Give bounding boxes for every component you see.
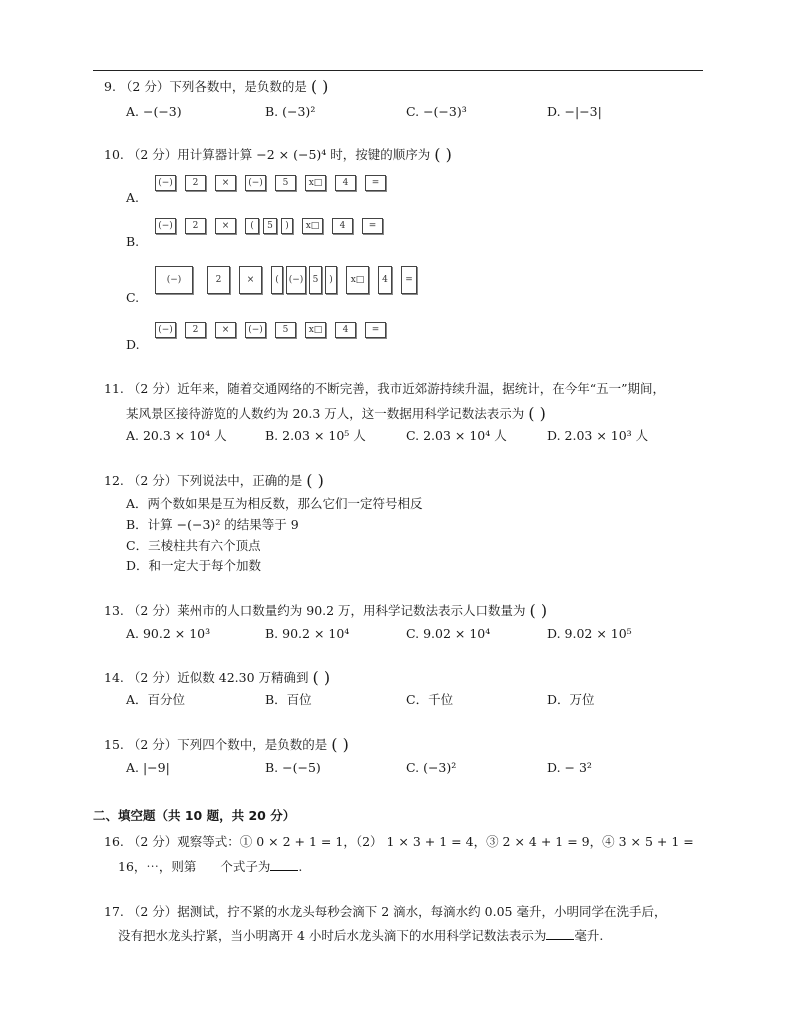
q10-label-b: B. — [126, 234, 140, 249]
q16-text-a: 16，⋯，则第 — [118, 859, 197, 874]
q13-option-c: C. 9.02 × 10⁴ — [406, 626, 491, 641]
calc-key: 4 — [335, 175, 356, 191]
calc-key: x□ — [305, 175, 326, 191]
q11-option-d: D. 2.03 × 10³ 人 — [547, 428, 649, 443]
q13-option-a: A. 90.2 × 10³ — [126, 626, 211, 641]
calc-key: 2 — [185, 322, 206, 338]
calc-key: x□ — [346, 266, 369, 294]
q10-label-c: C. — [126, 290, 140, 305]
calc-key: (−) — [155, 175, 176, 191]
question-15-stem — [104, 736, 349, 753]
question-10-text: 10. （2 分）用计算器计算 −2 × (−5)⁴ 时，按键的顺序为 — [104, 147, 431, 162]
calc-key: (−) — [155, 322, 176, 338]
question-9-text: 9. （2 分）下列各数中，是负数的是 — [104, 79, 307, 94]
section-title: 二、填空题（共 10 题，共 20 分） — [93, 808, 296, 823]
answer-paren: ( ) — [331, 735, 349, 754]
q14-option-c: C．千位 — [406, 692, 454, 707]
calc-key: = — [365, 175, 386, 191]
calc-key: × — [215, 218, 236, 234]
question-11-stem-line2 — [126, 405, 546, 422]
calc-key: ) — [325, 266, 337, 294]
calc-key: 2 — [185, 218, 206, 234]
calc-key: × — [215, 322, 236, 338]
calc-key: (−) — [286, 266, 306, 294]
q10-keys-b — [155, 218, 392, 234]
q11-option-c: C. 2.03 × 10⁴ 人 — [406, 428, 507, 443]
calc-key: × — [239, 266, 262, 294]
q15-option-b: B. −(−5) — [265, 760, 321, 775]
calc-key: = — [401, 266, 417, 294]
q10-keys-c — [155, 266, 426, 294]
answer-paren: ( ) — [434, 145, 452, 164]
q9-option-c: C. −(−3)³ — [406, 104, 467, 119]
calc-key: ( — [271, 266, 283, 294]
question-14-stem — [104, 669, 330, 686]
q14-option-d: D．万位 — [547, 692, 595, 707]
q16-text-c: . — [298, 859, 303, 874]
calc-key: 2 — [185, 175, 206, 191]
q16-text-b: 个式子为 — [220, 859, 271, 874]
q12-option-c: C．三棱柱共有六个顶点 — [126, 538, 261, 553]
q15-option-a: A. |−9| — [126, 760, 170, 775]
answer-blank[interactable] — [270, 859, 298, 871]
calc-key: 5 — [263, 218, 277, 234]
question-11-stem-line1: 11. （2 分）近年来，随着交通网络的不断完善，我市近郊游持续升温，据统计，在今年“五一”期间， — [104, 381, 666, 396]
q12-option-a: A．两个数如果是互为相反数，那么它们一定符号相反 — [126, 496, 423, 511]
calc-key: x□ — [305, 322, 326, 338]
calc-key: ) — [281, 218, 293, 234]
question-17-line2 — [118, 928, 603, 944]
question-11-text: 某风景区接待游览的人数约为 20.3 万人，这一数据用科学记数法表示为 — [126, 406, 525, 421]
answer-paren: ( ) — [528, 404, 546, 423]
q10-label-d: D. — [126, 337, 140, 352]
question-14-text: 14. （2 分）近似数 42.30 万精确到 — [104, 670, 309, 685]
answer-paren: ( ) — [306, 471, 324, 490]
question-17-line1: 17. （2 分）据测试，拧不紧的水龙头每秒会滴下 2 滴水，每滴水约 0.05 毫升，小明同学在洗手后， — [104, 904, 667, 919]
question-15-text: 15. （2 分）下列四个数中，是负数的是 — [104, 737, 328, 752]
q12-option-b: B．计算 −(−3)² 的结果等于 9 — [126, 517, 299, 532]
q13-option-b: B. 90.2 × 10⁴ — [265, 626, 350, 641]
calc-key: 4 — [335, 322, 356, 338]
question-16-line2 — [118, 859, 302, 875]
q14-option-b: B．百位 — [265, 692, 312, 707]
question-16-line1: 16. （2 分）观察等式：① 0 × 2 + 1 = 1，（2） 1 × 3 + 1 = 4，③ 2 × 4 + 1 = 9，④ 3 × 5 + 1 = — [104, 834, 694, 849]
answer-paren: ( ) — [529, 601, 548, 620]
calc-key: 2 — [207, 266, 230, 294]
calc-key: 4 — [378, 266, 392, 294]
q9-option-b: B. (−3)² — [265, 104, 316, 119]
question-10-stem — [104, 146, 452, 163]
calc-key: ( — [245, 218, 259, 234]
calc-key: x□ — [302, 218, 323, 234]
calc-key: (−) — [245, 175, 266, 191]
q15-option-d: D. − 3² — [547, 760, 592, 775]
q17-text-b: 毫升. — [574, 928, 604, 943]
q14-option-a: A．百分位 — [126, 692, 186, 707]
question-9-stem — [104, 78, 328, 95]
q10-keys-a — [155, 175, 395, 191]
q10-keys-d — [155, 322, 395, 338]
question-12-text: 12. （2 分）下列说法中，正确的是 — [104, 473, 303, 488]
calc-key: (−) — [155, 218, 176, 234]
q11-option-b: B. 2.03 × 10⁵ 人 — [265, 428, 366, 443]
question-13-text: 13. （2 分）莱州市的人口数量约为 90.2 万，用科学记数法表示人口数量为 — [104, 603, 526, 618]
question-12-stem — [104, 472, 324, 489]
calc-key: (−) — [155, 266, 193, 294]
calc-key: 5 — [275, 175, 296, 191]
q17-text-a: 没有把水龙头拧紧，当小明离开 4 小时后水龙头滴下的水用科学记数法表示为 — [118, 928, 547, 943]
calc-key: 4 — [332, 218, 353, 234]
calc-key: 5 — [309, 266, 322, 294]
calc-key: = — [365, 322, 386, 338]
q13-option-d: D. 9.02 × 10⁵ — [547, 626, 632, 641]
q9-option-a: A. −(−3) — [126, 104, 182, 119]
answer-paren: ( ) — [310, 77, 329, 96]
calc-key: (−) — [245, 322, 266, 338]
answer-paren: ( ) — [312, 668, 331, 687]
q10-label-a: A. — [126, 190, 140, 205]
q15-option-c: C. (−3)² — [406, 760, 457, 775]
calc-key: 5 — [275, 322, 296, 338]
question-13-stem — [104, 602, 547, 619]
calc-key: × — [215, 175, 236, 191]
calc-key: = — [362, 218, 383, 234]
q12-option-d: D．和一定大于每个加数 — [126, 558, 262, 573]
answer-blank[interactable] — [546, 928, 574, 940]
q9-option-d: D. −|−3| — [547, 104, 602, 119]
q11-option-a: A. 20.3 × 10⁴ 人 — [126, 428, 227, 443]
top-rule — [93, 70, 703, 71]
